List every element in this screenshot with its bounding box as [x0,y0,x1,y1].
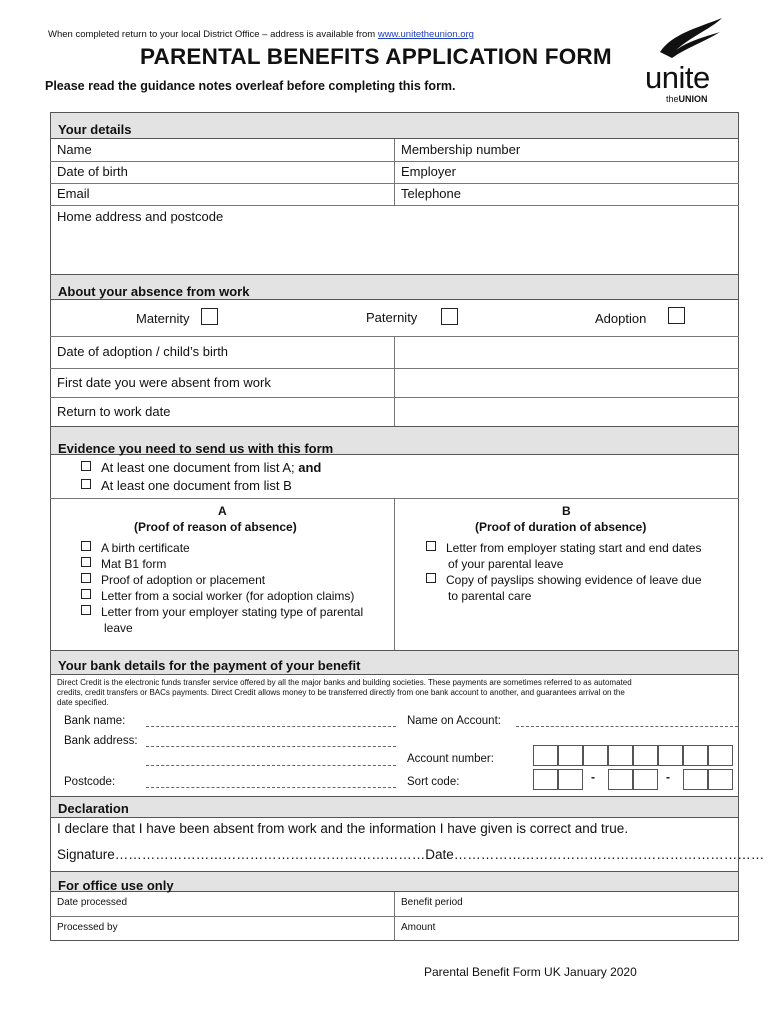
account-number-digit[interactable] [633,745,658,766]
name-field[interactable]: Name [57,142,92,157]
home-address-field[interactable]: Home address and postcode [57,209,224,224]
processed-by-field[interactable]: Processed by [57,922,118,933]
paternity-checkbox[interactable] [441,308,458,325]
employer-field[interactable]: Employer [401,164,456,179]
maternity-checkbox[interactable] [201,308,218,325]
declaration-text: I declare that I have been absent from work and the information I have given is correct and true. [57,821,629,836]
signature-date-line[interactable]: Signature……………………………………………………………Date…………………………………………………………… [57,847,765,862]
sort-code-digit[interactable] [533,769,558,790]
direct-credit-note-3: date specified. [57,698,109,707]
date-of-birth-field[interactable]: Date of birth [57,164,128,179]
account-number-label: Account number: [407,753,494,765]
first-absent-date-field[interactable]: First date you were absent from work [57,375,271,390]
adoption-label: Adoption [595,311,647,326]
account-number-digit[interactable] [533,745,558,766]
return-to-work-date-field[interactable]: Return to work date [57,404,171,419]
guidance-note: Please read the guidance notes overleaf before completing this form. [45,79,456,93]
union-website-link[interactable]: www.unitetheunion.org [377,29,474,40]
account-number-digit[interactable] [558,745,583,766]
list-item[interactable]: Copy of payslips showing evidence of leave due [426,573,702,587]
amount-field[interactable]: Amount [401,922,436,933]
sort-code-label: Sort code: [407,776,460,788]
date-of-birth-adoption-field[interactable]: Date of adoption / child’s birth [57,344,229,359]
logo-subtitle: theUNION [666,94,708,104]
bank-address-input-line-2[interactable] [146,765,396,766]
telephone-field[interactable]: Telephone [401,186,461,201]
email-field[interactable]: Email [57,186,90,201]
account-number-digit[interactable] [683,745,708,766]
sort-code-digit[interactable] [608,769,633,790]
list-b-letter: B [562,504,571,518]
sort-code-digit[interactable] [683,769,708,790]
name-on-account-label: Name on Account: [407,715,501,727]
list-item-continued: to parental care [448,589,532,603]
section-declaration: Declaration [50,796,739,818]
date-processed-field[interactable]: Date processed [57,897,128,908]
list-item[interactable]: Letter from a social worker (for adoption claims) [81,589,354,603]
postcode-input[interactable] [146,787,396,788]
list-item-continued: of your parental leave [448,557,564,571]
list-item[interactable]: A birth certificate [81,541,190,555]
list-a-letter: A [218,504,227,518]
return-instructions: When completed return to your local District Office – address is available from www.unitetheunion.org [48,29,474,40]
section-office-use: For office use only [50,871,739,892]
adoption-checkbox[interactable] [668,307,685,324]
list-b-title: (Proof of duration of absence) [475,520,647,534]
membership-number-field[interactable]: Membership number [401,142,521,157]
sort-code-digit[interactable] [633,769,658,790]
list-item[interactable]: Letter from your employer stating type of parental [81,605,363,619]
name-on-account-input[interactable] [516,726,738,727]
account-number-digit[interactable] [708,745,733,766]
account-number-digit[interactable] [608,745,633,766]
section-bank-details: Your bank details for the payment of your benefit [50,650,739,675]
section-evidence: Evidence you need to send us with this form [50,426,739,455]
section-your-details: Your details [50,112,739,139]
account-number-digit[interactable] [583,745,608,766]
list-a-title: (Proof of reason of absence) [134,520,297,534]
benefit-period-field[interactable]: Benefit period [401,897,463,908]
section-absence: About your absence from work [50,274,739,300]
logo-wordmark: unite [645,60,710,95]
direct-credit-note-2: credits, credit transfers or BACs payments. Direct Credit allows money to be transferred directly from one bank account to another, and guarantees arrival on the [57,688,625,697]
maternity-label: Maternity [136,311,190,326]
direct-credit-note-1: Direct Credit is the electronic funds transfer service offered by all the major banks and building societies. These payments are sometimes referred to as automated [57,678,632,687]
sort-code-digit[interactable] [558,769,583,790]
list-item[interactable]: Letter from employer stating start and end dates [426,541,701,555]
form-footer: Parental Benefit Form UK January 2020 [424,965,637,979]
postcode-label: Postcode: [64,776,116,788]
bank-name-label: Bank name: [64,715,126,727]
evidence-requirement-a: At least one document from list A; and [81,460,321,475]
list-item-continued: leave [104,621,133,635]
paternity-label: Paternity [366,310,418,325]
sort-code-separator: - [591,770,595,784]
bank-address-label: Bank address: [64,735,138,747]
evidence-requirement-b: At least one document from list B [81,478,292,493]
bank-address-input[interactable] [146,746,396,747]
account-number-digit[interactable] [658,745,683,766]
bank-name-input[interactable] [146,726,396,727]
page-title: PARENTAL BENEFITS APPLICATION FORM [140,44,612,69]
sort-code-separator: - [666,770,670,784]
sort-code-digit[interactable] [708,769,733,790]
list-item[interactable]: Mat B1 form [81,557,166,571]
list-item[interactable]: Proof of adoption or placement [81,573,265,587]
